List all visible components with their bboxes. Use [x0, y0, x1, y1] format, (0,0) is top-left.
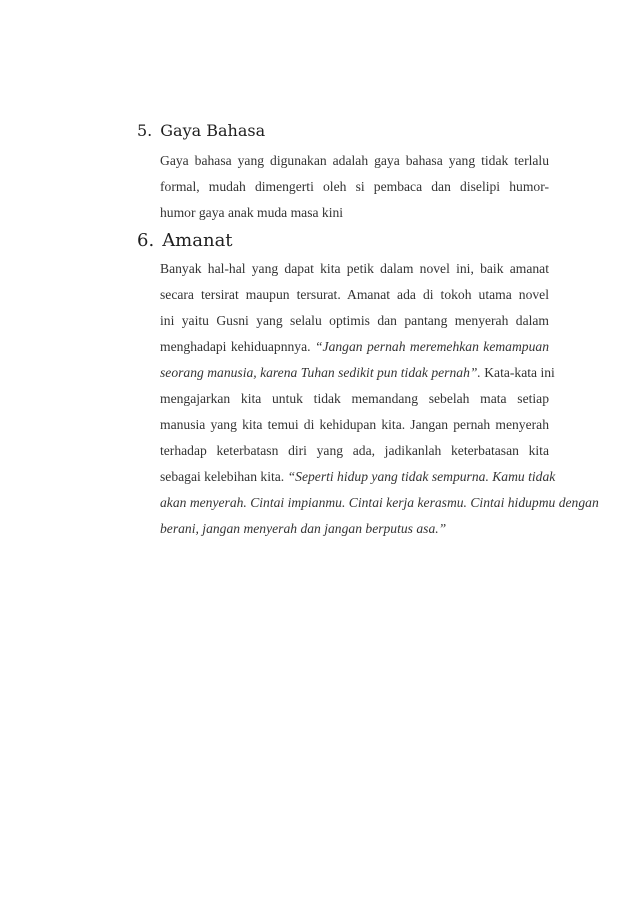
paragraph-line: Gaya bahasa yang digunakan adalah gaya bahasa yang tidak terlalu: [160, 153, 549, 168]
paragraph-line: secara tersirat maupun tersurat. Amanat ada di tokoh utama novel: [160, 287, 549, 302]
quote-line: akan menyerah. Cintai impianmu. Cintai kerja kerasmu. Cintai hidupmu dengan: [160, 495, 599, 510]
paragraph-line: [160, 464, 556, 490]
section-title: Amanat: [162, 230, 233, 251]
quote-line: berani, jangan menyerah dan jangan berputus asa.”: [160, 521, 447, 536]
section-heading: [137, 118, 549, 144]
paragraph-line: [160, 334, 549, 360]
paragraph-line: manusia yang kita temui di kehidupan kita. Jangan pernah menyerah: [160, 417, 549, 432]
section-paragraph: [160, 148, 549, 226]
section-number: 6.: [137, 230, 155, 251]
quote-text: “Jangan pernah meremehkan kemampuan: [314, 339, 549, 354]
section-title: Gaya Bahasa: [160, 121, 266, 140]
section-gaya-bahasa: [137, 118, 549, 226]
paragraph-line: terhadap keterbatasn diri yang ada, jadikanlah keterbatasan kita: [160, 443, 549, 458]
section-paragraph: [160, 256, 599, 542]
section-number: 5.: [137, 121, 153, 140]
plain-text: menghadapi kehiduapnnya.: [160, 339, 311, 354]
plain-text: Kata-kata ini: [484, 365, 555, 380]
paragraph-line: [160, 360, 555, 386]
paragraph-line: ini yaitu Gusni yang selalu optimis dan pantang menyerah dalam: [160, 313, 549, 328]
paragraph-line: Banyak hal-hal yang dapat kita petik dalam novel ini, baik amanat: [160, 261, 549, 276]
quote-text: seorang manusia, karena Tuhan sedikit pun tidak pernah”.: [160, 365, 481, 380]
section-amanat: [137, 228, 599, 542]
paragraph-line: mengajarkan kita untuk tidak memandang sebelah mata setiap: [160, 391, 549, 406]
quote-text: “Seperti hidup yang tidak sempurna. Kamu tidak: [287, 469, 556, 484]
paragraph-line: formal, mudah dimengerti oleh si pembaca dan diselipi humor-: [160, 179, 549, 194]
plain-text: sebagai kelebihan kita.: [160, 469, 285, 484]
section-heading: [137, 228, 549, 254]
paragraph-line: humor gaya anak muda masa kini: [160, 205, 344, 220]
